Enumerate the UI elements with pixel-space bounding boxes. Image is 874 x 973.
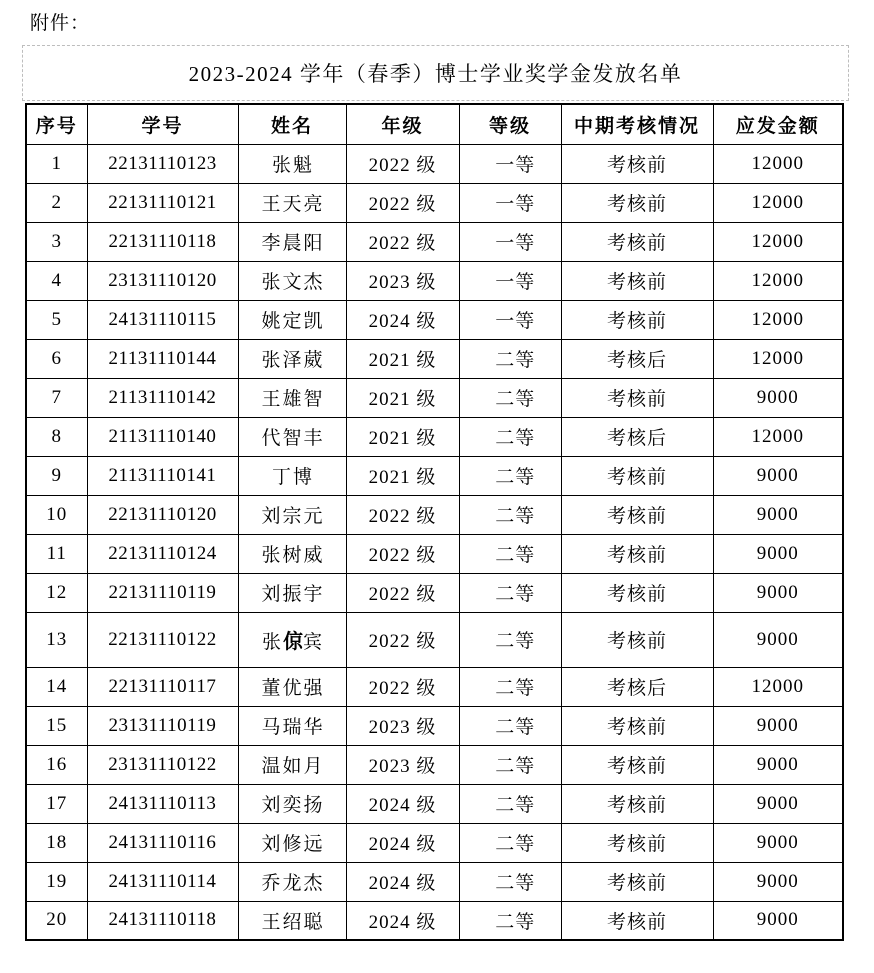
cell-grade: 2023 级 [346,745,459,784]
table-row [26,862,843,901]
cell-grade: 2022 级 [346,612,459,667]
cell-level: 一等 [459,222,561,261]
cell-amount: 9000 [713,495,843,534]
cell-assessment: 考核前 [561,534,713,573]
cell-student-id: 23131110119 [87,706,238,745]
cell-assessment: 考核前 [561,456,713,495]
cell-no: 12 [26,573,87,612]
cell-no: 5 [26,300,87,339]
table-row [26,901,843,940]
cell-amount: 12000 [713,417,843,456]
table-row [26,378,843,417]
cell-level: 二等 [459,823,561,862]
cell-amount: 9000 [713,745,843,784]
cell-no: 6 [26,339,87,378]
cell-student-id: 21131110140 [87,417,238,456]
cell-assessment: 考核前 [561,784,713,823]
cell-student-id: 22131110122 [87,612,238,667]
cell-assessment: 考核前 [561,862,713,901]
cell-name: 张树威 [238,534,346,573]
cell-no: 20 [26,901,87,940]
table-row [26,222,843,261]
cell-no: 2 [26,183,87,222]
cell-grade: 2023 级 [346,706,459,745]
cell-level: 一等 [459,183,561,222]
column-header: 学号 [87,104,238,144]
cell-student-id: 22131110121 [87,183,238,222]
cell-no: 18 [26,823,87,862]
cell-name: 张文杰 [238,261,346,300]
cell-assessment: 考核后 [561,667,713,706]
cell-level: 一等 [459,300,561,339]
cell-assessment: 考核后 [561,339,713,378]
cell-no: 14 [26,667,87,706]
cell-assessment: 考核前 [561,144,713,183]
cell-student-id: 24131110118 [87,901,238,940]
cell-student-id: 22131110119 [87,573,238,612]
cell-grade: 2021 级 [346,378,459,417]
cell-amount: 12000 [713,261,843,300]
cell-assessment: 考核前 [561,300,713,339]
cell-student-id: 22131110118 [87,222,238,261]
cell-amount: 12000 [713,222,843,261]
cell-grade: 2022 级 [346,573,459,612]
cell-name: 温如月 [238,745,346,784]
table-header-row [26,104,843,144]
cell-assessment: 考核后 [561,417,713,456]
cell-no: 3 [26,222,87,261]
cell-amount: 12000 [713,183,843,222]
cell-amount: 9000 [713,534,843,573]
cell-no: 1 [26,144,87,183]
doc-title: 2023-2024 学年（春季）博士学业奖学金发放名单 [188,62,683,86]
cell-level: 一等 [459,261,561,300]
cell-grade: 2022 级 [346,667,459,706]
cell-no: 15 [26,706,87,745]
cell-level: 二等 [459,417,561,456]
table-row [26,144,843,183]
cell-name: 董优强 [238,667,346,706]
table-row [26,339,843,378]
table-row [26,667,843,706]
cell-assessment: 考核前 [561,261,713,300]
cell-amount: 9000 [713,862,843,901]
cell-level: 二等 [459,495,561,534]
cell-grade: 2021 级 [346,417,459,456]
cell-grade: 2024 级 [346,784,459,823]
cell-student-id: 22131110117 [87,667,238,706]
cell-no: 19 [26,862,87,901]
cell-name: 乔龙杰 [238,862,346,901]
cell-name: 刘振宇 [238,573,346,612]
column-header: 序号 [26,104,87,144]
cell-amount: 9000 [713,706,843,745]
table-row [26,417,843,456]
cell-level: 二等 [459,901,561,940]
cell-level: 二等 [459,612,561,667]
table-row [26,183,843,222]
cell-no: 11 [26,534,87,573]
cell-name: 王绍聪 [238,901,346,940]
cell-student-id: 24131110115 [87,300,238,339]
cell-no: 4 [26,261,87,300]
column-header: 姓名 [238,104,346,144]
cell-level: 一等 [459,144,561,183]
cell-amount: 12000 [713,339,843,378]
cell-no: 9 [26,456,87,495]
table-body [26,144,843,940]
table-row [26,706,843,745]
table-row [26,612,843,667]
cell-student-id: 22131110123 [87,144,238,183]
cell-grade: 2021 级 [346,456,459,495]
cell-grade: 2022 级 [346,183,459,222]
cell-assessment: 考核前 [561,612,713,667]
table-row [26,534,843,573]
cell-name: 刘宗元 [238,495,346,534]
cell-grade: 2022 级 [346,534,459,573]
cell-grade: 2022 级 [346,222,459,261]
cell-student-id: 21131110144 [87,339,238,378]
cell-no: 16 [26,745,87,784]
cell-amount: 9000 [713,378,843,417]
table-row [26,823,843,862]
table-row [26,573,843,612]
cell-level: 二等 [459,862,561,901]
cell-assessment: 考核前 [561,706,713,745]
cell-amount: 9000 [713,456,843,495]
cell-grade: 2022 级 [346,144,459,183]
cell-grade: 2023 级 [346,261,459,300]
cell-amount: 9000 [713,901,843,940]
cell-grade: 2024 级 [346,300,459,339]
cell-amount: 9000 [713,784,843,823]
cell-no: 8 [26,417,87,456]
cell-name: 马瑞华 [238,706,346,745]
cell-assessment: 考核前 [561,222,713,261]
cell-assessment: 考核前 [561,823,713,862]
cell-student-id: 24131110114 [87,862,238,901]
cell-no: 17 [26,784,87,823]
cell-level: 二等 [459,573,561,612]
cell-amount: 9000 [713,823,843,862]
cell-level: 二等 [459,339,561,378]
cell-student-id: 23131110120 [87,261,238,300]
cell-grade: 2024 级 [346,901,459,940]
table-row [26,745,843,784]
cell-student-id: 24131110116 [87,823,238,862]
cell-name: 张魁 [238,144,346,183]
cell-amount: 12000 [713,667,843,706]
cell-name: 丁博 [238,456,346,495]
cell-student-id: 22131110124 [87,534,238,573]
table-row [26,495,843,534]
table-row [26,300,843,339]
column-header: 等级 [459,104,561,144]
cell-grade: 2021 级 [346,339,459,378]
cell-name: 张泽葳 [238,339,346,378]
cell-name: 李晨阳 [238,222,346,261]
title-box [22,45,849,101]
column-header: 年级 [346,104,459,144]
cell-amount: 9000 [713,612,843,667]
scholarship-table [25,103,844,941]
cell-grade: 2024 级 [346,862,459,901]
cell-student-id: 22131110120 [87,495,238,534]
cell-grade: 2024 级 [346,823,459,862]
cell-assessment: 考核前 [561,901,713,940]
cell-level: 二等 [459,667,561,706]
cell-assessment: 考核前 [561,495,713,534]
cell-level: 二等 [459,456,561,495]
cell-student-id: 21131110141 [87,456,238,495]
cell-student-id: 21131110142 [87,378,238,417]
cell-name: 刘奕扬 [238,784,346,823]
cell-assessment: 考核前 [561,573,713,612]
cell-student-id: 23131110122 [87,745,238,784]
cell-name: 代智丰 [238,417,346,456]
cell-student-id: 24131110113 [87,784,238,823]
cell-level: 二等 [459,534,561,573]
cell-name: 张倞宾 [238,612,346,667]
fallback-glyph: 倞 [283,629,303,653]
cell-amount: 12000 [713,300,843,339]
cell-level: 二等 [459,745,561,784]
cell-assessment: 考核前 [561,745,713,784]
cell-grade: 2022 级 [346,495,459,534]
table-row [26,261,843,300]
column-header: 中期考核情况 [561,104,713,144]
cell-level: 二等 [459,378,561,417]
cell-name: 姚定凯 [238,300,346,339]
cell-no: 13 [26,612,87,667]
cell-name: 王天亮 [238,183,346,222]
cell-level: 二等 [459,706,561,745]
cell-assessment: 考核前 [561,183,713,222]
attachment-label: 附件： [30,13,91,34]
cell-no: 7 [26,378,87,417]
column-header: 应发金额 [713,104,843,144]
table-row [26,456,843,495]
cell-assessment: 考核前 [561,378,713,417]
cell-no: 10 [26,495,87,534]
cell-name: 刘修远 [238,823,346,862]
table-row [26,784,843,823]
cell-amount: 12000 [713,144,843,183]
cell-amount: 9000 [713,573,843,612]
cell-level: 二等 [459,784,561,823]
cell-name: 王雄智 [238,378,346,417]
